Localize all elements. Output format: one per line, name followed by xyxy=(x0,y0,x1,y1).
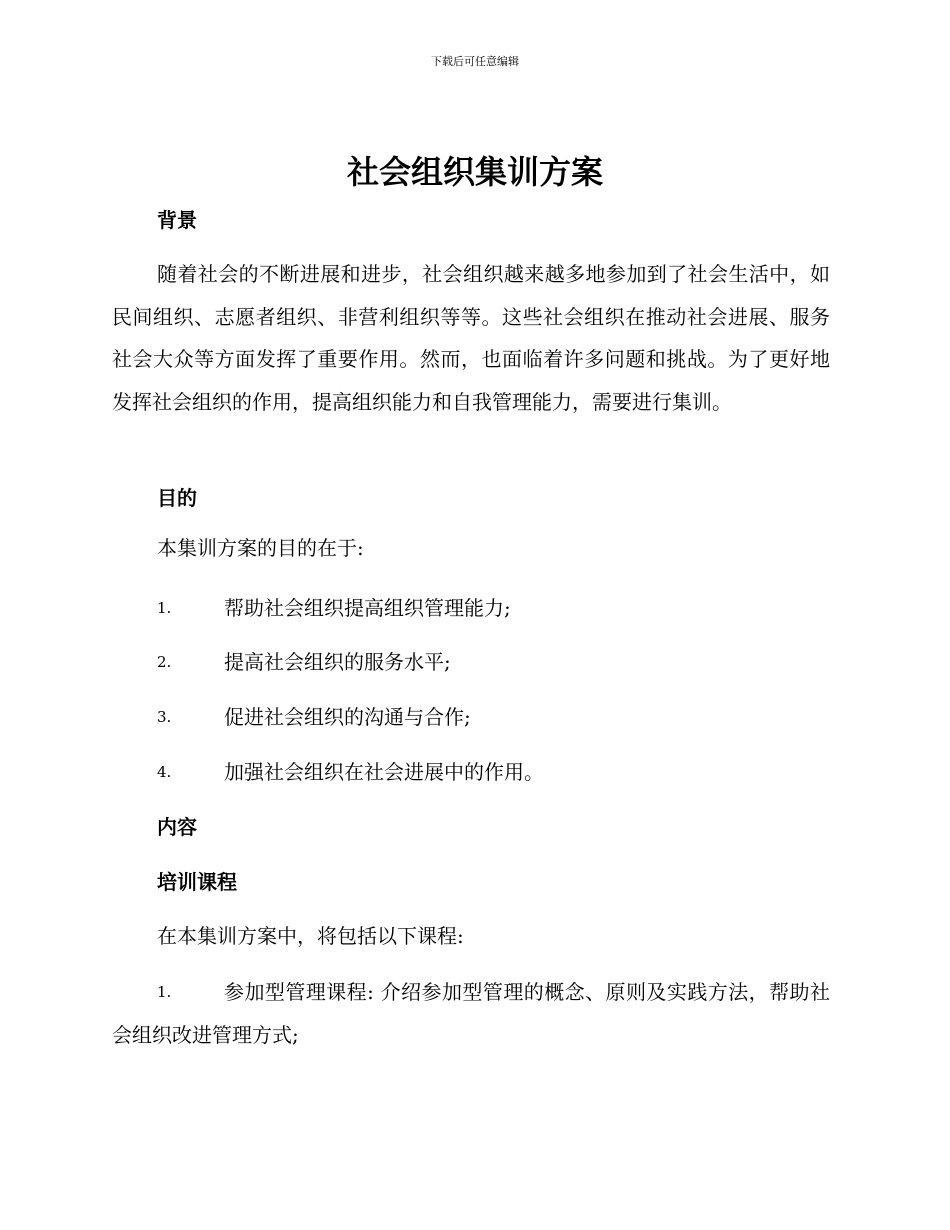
list-text: 参加型管理课程: 介绍参加型管理的概念、原则及实践方法，帮助社会组织改进管理方式; xyxy=(112,980,830,1047)
background-paragraph: 随着社会的不断进展和进步，社会组织越来越多地参加到了社会生活中，如民间组织、志愿者组织、非营利组织等等。这些社会组织在推动社会进展、服务社会大众等方面发挥了重要作用。然而，也面临着许多问题和挑战。为了更好地发挥社会组织的作用，提高组织能力和自我管理能力，需要进行集训。 xyxy=(112,262,830,414)
section-heading-purpose: 目的 xyxy=(157,486,197,510)
list-text: 加强社会组织在社会进展中的作用。 xyxy=(224,760,544,784)
list-number: 4. xyxy=(157,763,172,781)
list-text: 帮助社会组织提高组织管理能力; xyxy=(224,596,511,620)
purpose-list-item xyxy=(112,641,830,684)
list-number: 1. xyxy=(157,599,172,617)
list-number: 2. xyxy=(157,653,172,671)
list-number: 1. xyxy=(157,983,172,1001)
purpose-list-item xyxy=(112,587,830,630)
course-list-item xyxy=(112,971,830,1056)
purpose-intro: 本集训方案的目的在于: xyxy=(157,536,364,560)
subsection-heading-courses: 培训课程 xyxy=(157,870,237,894)
list-text: 促进社会组织的沟通与合作; xyxy=(224,705,471,729)
content-intro: 在本集训方案中，将包括以下课程: xyxy=(157,924,464,948)
section-heading-content: 内容 xyxy=(157,815,197,839)
list-number: 3. xyxy=(157,708,172,726)
list-text: 提高社会组织的服务水平; xyxy=(224,650,451,674)
section-heading-background: 背景 xyxy=(157,208,197,232)
purpose-list-item xyxy=(112,751,830,794)
header-note: 下载后可任意编辑 xyxy=(431,55,519,68)
purpose-list-item xyxy=(112,696,830,739)
document-title: 社会组织集训方案 xyxy=(346,153,603,191)
